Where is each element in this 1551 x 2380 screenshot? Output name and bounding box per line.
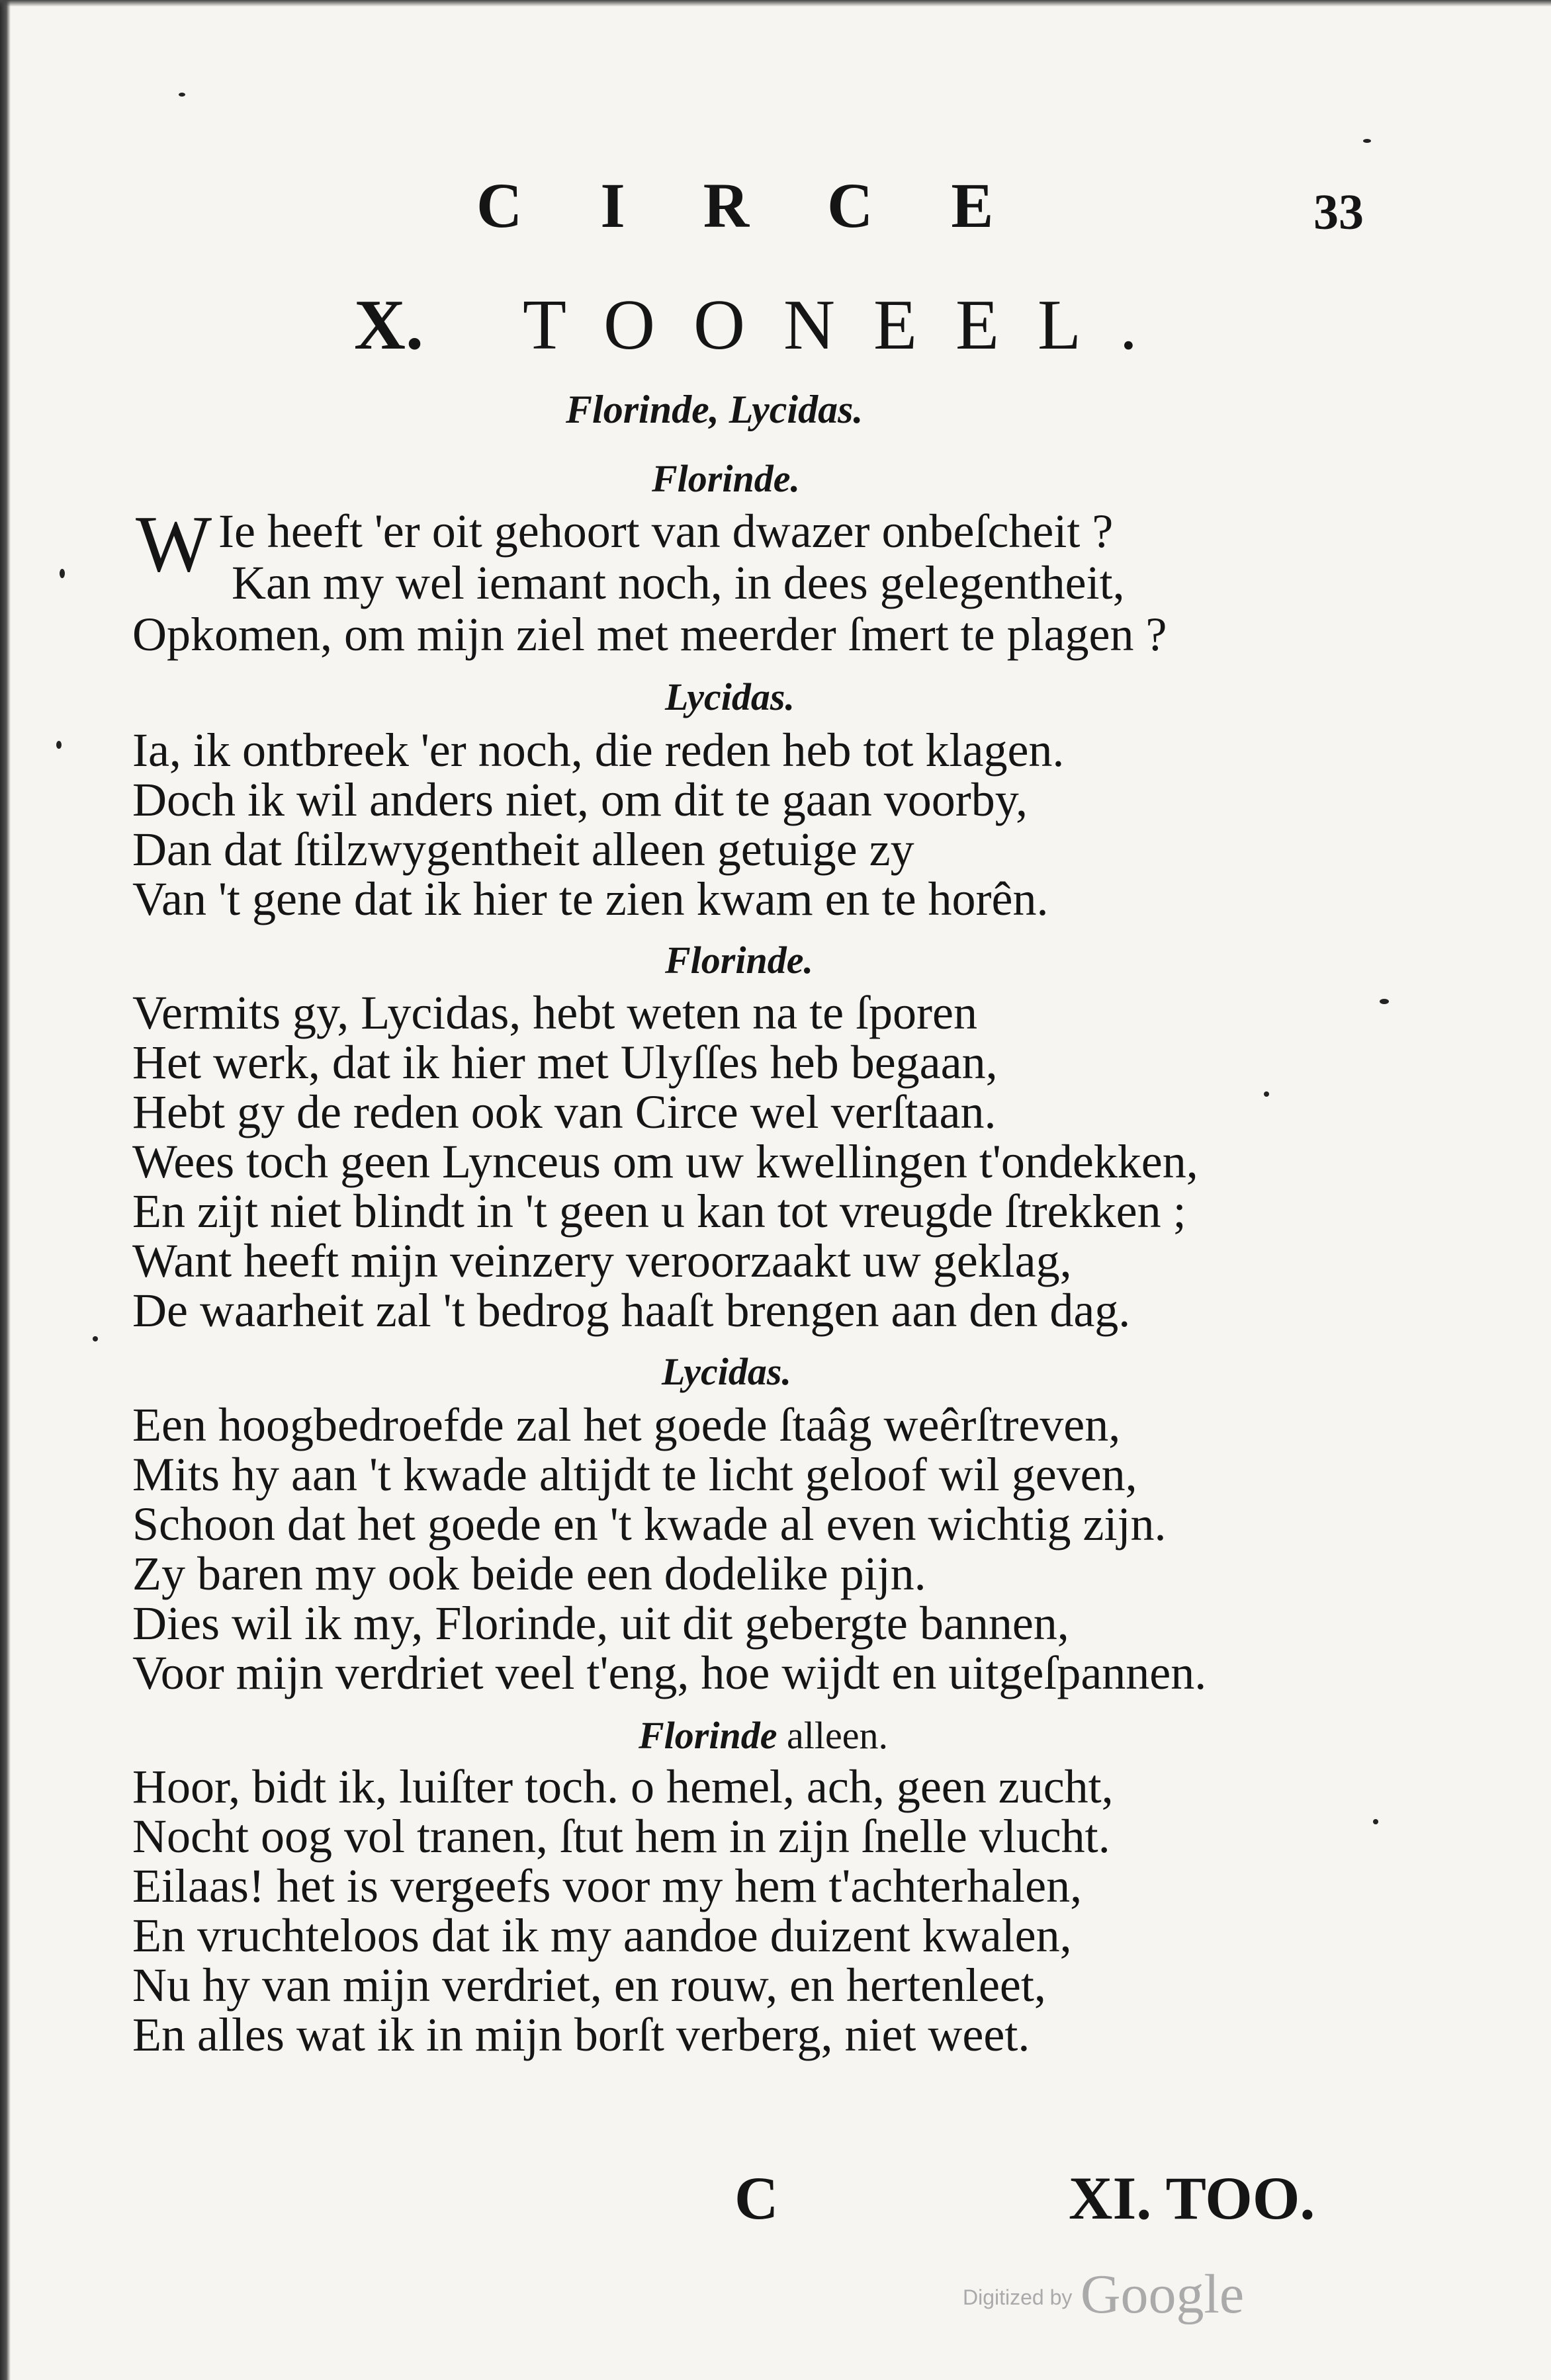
page-left-edge [0, 0, 11, 2380]
verse-line: En alles wat ik in mijn borſt verberg, niet weet. [132, 2008, 1030, 2061]
verse-line: Nu hy van mijn verdriet, en rouw, en hertenleet, [132, 1959, 1046, 2012]
speaker-line [639, 1713, 888, 1758]
digitized-watermark [963, 2262, 1244, 2326]
verse-line: Zy baren my ook beide een dodelike pijn. [132, 1547, 926, 1600]
print-speck [179, 93, 185, 97]
verse-line: Het werk, dat ik hier met Ulyſſes heb begaan, [132, 1036, 998, 1089]
watermark-prefix: Digitized by [963, 2285, 1073, 2309]
verse-line: Want heeft mijn veinzery veroorzaakt uw geklag, [132, 1234, 1072, 1287]
verse-line: Schoon dat het goede en 't kwade al even wichtig zijn. [132, 1498, 1167, 1551]
page-number: 33 [1313, 185, 1364, 240]
speaker-name: Lycidas. [662, 1350, 791, 1393]
verse-line: Nocht oog vol tranen, ſtut hem in zijn ſnelle vlucht. [132, 1810, 1110, 1863]
verse-line: Opkomen, om mijn ziel met meerder ſmert te plagen ? [132, 608, 1167, 661]
speaker-name: Florinde [639, 1714, 777, 1757]
google-logo: Google [1080, 2264, 1245, 2325]
verse-line: Wees toch geen Lynceus om uw kwellingen t'ondekken, [132, 1135, 1198, 1188]
speaker-note: alleen. [787, 1714, 888, 1757]
verse-line: De waarheit zal 't bedrog haaſt brengen aan den dag. [132, 1284, 1131, 1337]
print-speck [93, 1336, 98, 1341]
page-top-edge [0, 0, 1551, 7]
print-speck [1373, 1819, 1378, 1824]
verse-line: Hoor, bidt ik, luiſter toch. o hemel, ach, geen zucht, [132, 1760, 1114, 1813]
running-title: CIRCE [476, 170, 1072, 241]
verse-line: Dan dat ſtilzwygentheit alleen getuige zy [132, 823, 914, 876]
verse-line: Vermits gy, Lycidas, hebt weten na te ſporen [132, 986, 977, 1039]
verse-line: Hebt gy de reden ook van Circe wel verſtaan. [132, 1085, 997, 1138]
verse-line: Kan my wel iemant noch, in dees gelegentheit, [232, 556, 1125, 609]
print-speck [56, 741, 62, 749]
verse-line: En zijt niet blindt in 't geen u kan tot vreugde ſtrekken ; [132, 1185, 1186, 1238]
verse-line: Dies wil ik my, Florinde, uit dit gebergte bannen, [132, 1597, 1069, 1650]
print-speck [60, 569, 65, 578]
verse-line: Mits hy aan 't kwade altijdt te licht geloof wil geven, [132, 1448, 1137, 1501]
scene-number: X. [354, 286, 423, 364]
print-speck [1363, 139, 1371, 143]
scene-heading [354, 284, 1176, 366]
catchword: XI. TOO. [1069, 2164, 1315, 2232]
speaker-name: Florinde. [652, 457, 800, 500]
verse-line: Van 't gene dat ik hier te zien kwam en te horên. [132, 872, 1049, 925]
speakers-line: Florinde, Lycidas. [566, 388, 864, 431]
verse-line: Eilaas! het is vergeefs voor my hem t'achterhalen, [132, 1859, 1083, 1912]
verse-line: Een hoogbedroefde zal het goede ſtaâg weêrſtreven, [132, 1398, 1121, 1451]
speaker-name: Lycidas. [665, 675, 795, 718]
drop-cap: W [136, 499, 212, 589]
verse-line: Ia, ik ontbreek 'er noch, die reden heb tot klagen. [132, 724, 1065, 777]
signature-mark: C [734, 2164, 779, 2232]
verse-line: Doch ik wil anders niet, om dit te gaan voorby, [132, 773, 1028, 826]
verse-line: Voor mijn verdriet veel t'eng, hoe wijdt en uitgeſpannen. [132, 1646, 1207, 1699]
print-speck [1380, 999, 1389, 1004]
scene-title: TOONEEL. [523, 286, 1176, 364]
verse-line: Ie heeft 'er oit gehoort van dwazer onbeſcheit ? [218, 505, 1114, 558]
speaker-name: Florinde. [665, 939, 813, 982]
verse-line: En vruchteloos dat ik my aandoe duizent kwalen, [132, 1909, 1072, 1962]
print-speck [1264, 1091, 1269, 1097]
